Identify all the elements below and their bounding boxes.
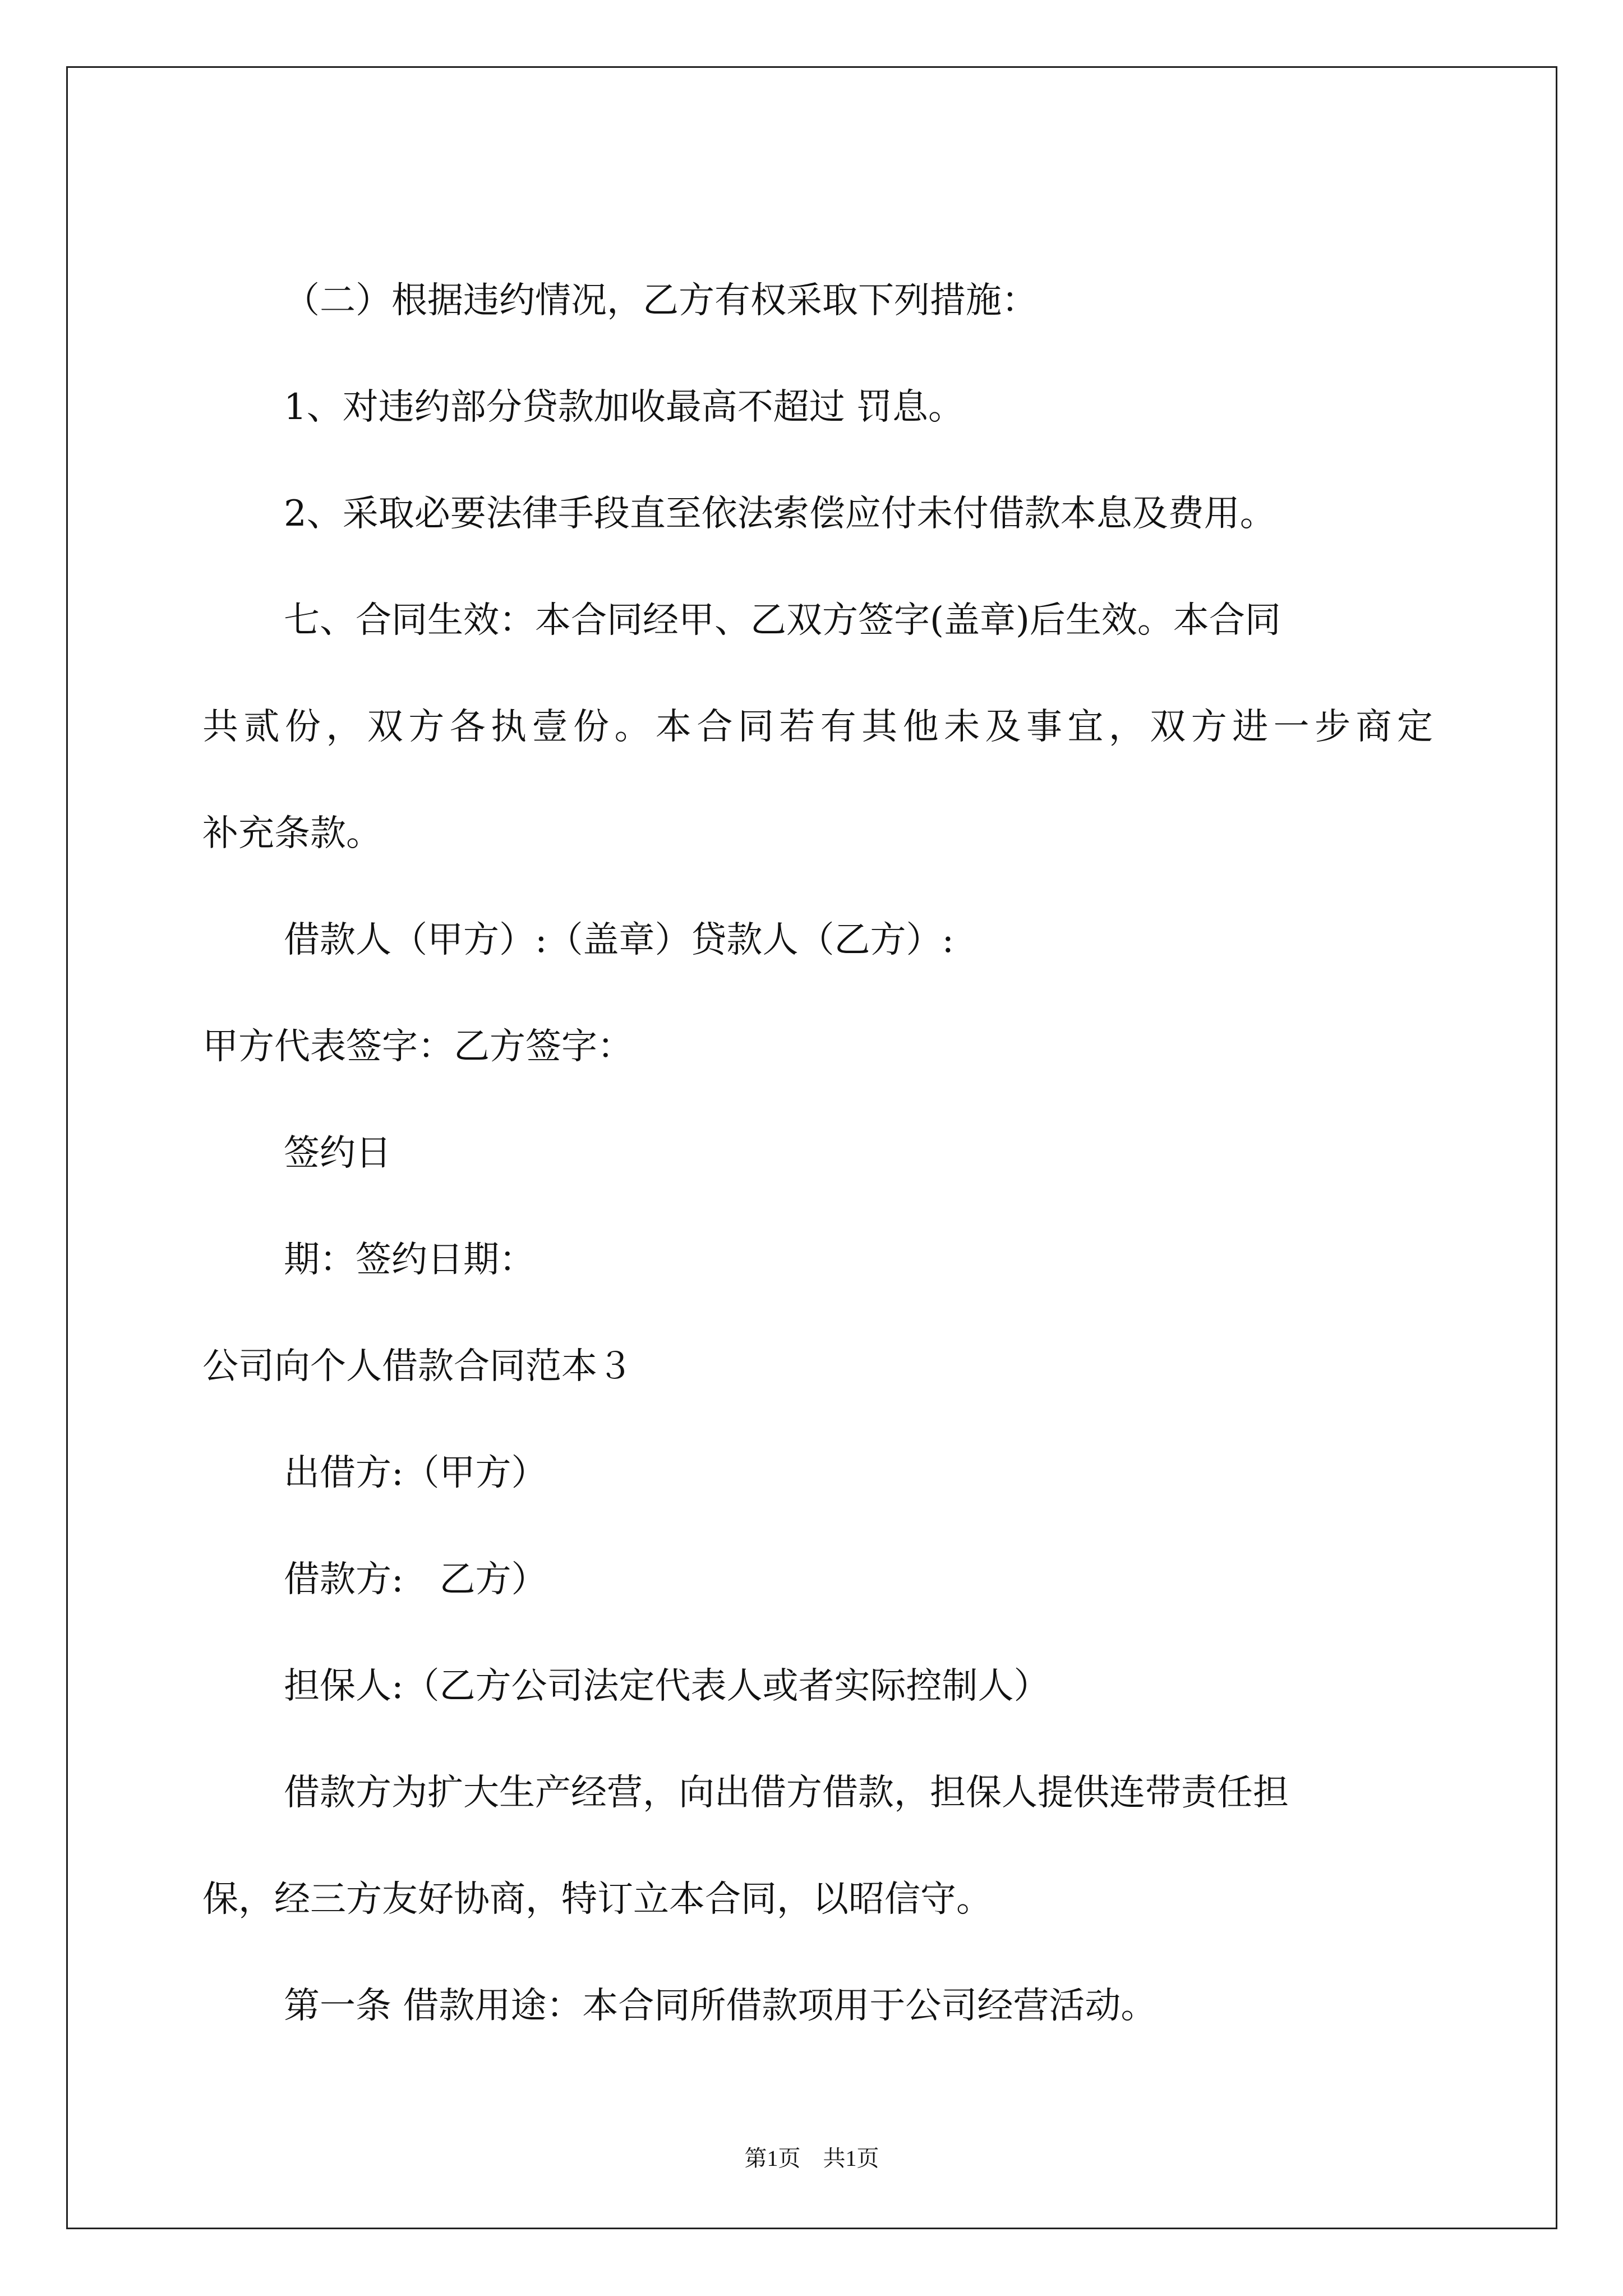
paragraph-line: 共贰份，双方各执壹份。本合同若有其他未及事宜，双方进一步商定 [202, 706, 1433, 748]
paragraph-line: 出借方:（甲方） [284, 1452, 547, 1494]
section-heading: 公司向个人借款合同范本３ [202, 1346, 633, 1387]
paragraph-line: 借款方: 乙方） [284, 1559, 547, 1600]
paragraph-line: 借款方为扩大生产经营，向出借方借款，担保人提供连带责任担 [284, 1772, 1289, 1814]
paragraph-line: 借款人（甲方）:（盖章）贷款人（乙方）: [284, 919, 955, 961]
paragraph-line: 第一条 借款用途：本合同所借款项用于公司经营活动。 [284, 1985, 1157, 2027]
page-number-footer: 第1页 共1页 [744, 2146, 879, 2171]
paragraph-line: 期：签约日期： [284, 1239, 535, 1281]
paragraph-line: 补充条款。 [202, 813, 382, 854]
paragraph-line: 2、采取必要法律手段直至依法索偿应付未付借款本息及费用。 [284, 493, 1276, 535]
paragraph-line: 担保人:（乙方公司法定代表人或者实际控制人） [284, 1665, 1050, 1707]
paragraph-line: 保，经三方友好协商，特订立本合同，以昭信守。 [202, 1879, 992, 1920]
paragraph-line: 七、合同生效：本合同经甲、乙双方签字(盖章)后生效。本合同 [284, 600, 1281, 641]
paragraph-line: 甲方代表签字：乙方签字： [202, 1026, 633, 1068]
paragraph-line: 1、对违约部分贷款加收最高不超过 罚息。 [284, 386, 965, 428]
paragraph-line: （二）根据违约情况，乙方有权采取下列措施： [284, 280, 1038, 321]
document-page [66, 66, 1557, 2229]
paragraph-line: 签约日 [284, 1133, 391, 1174]
